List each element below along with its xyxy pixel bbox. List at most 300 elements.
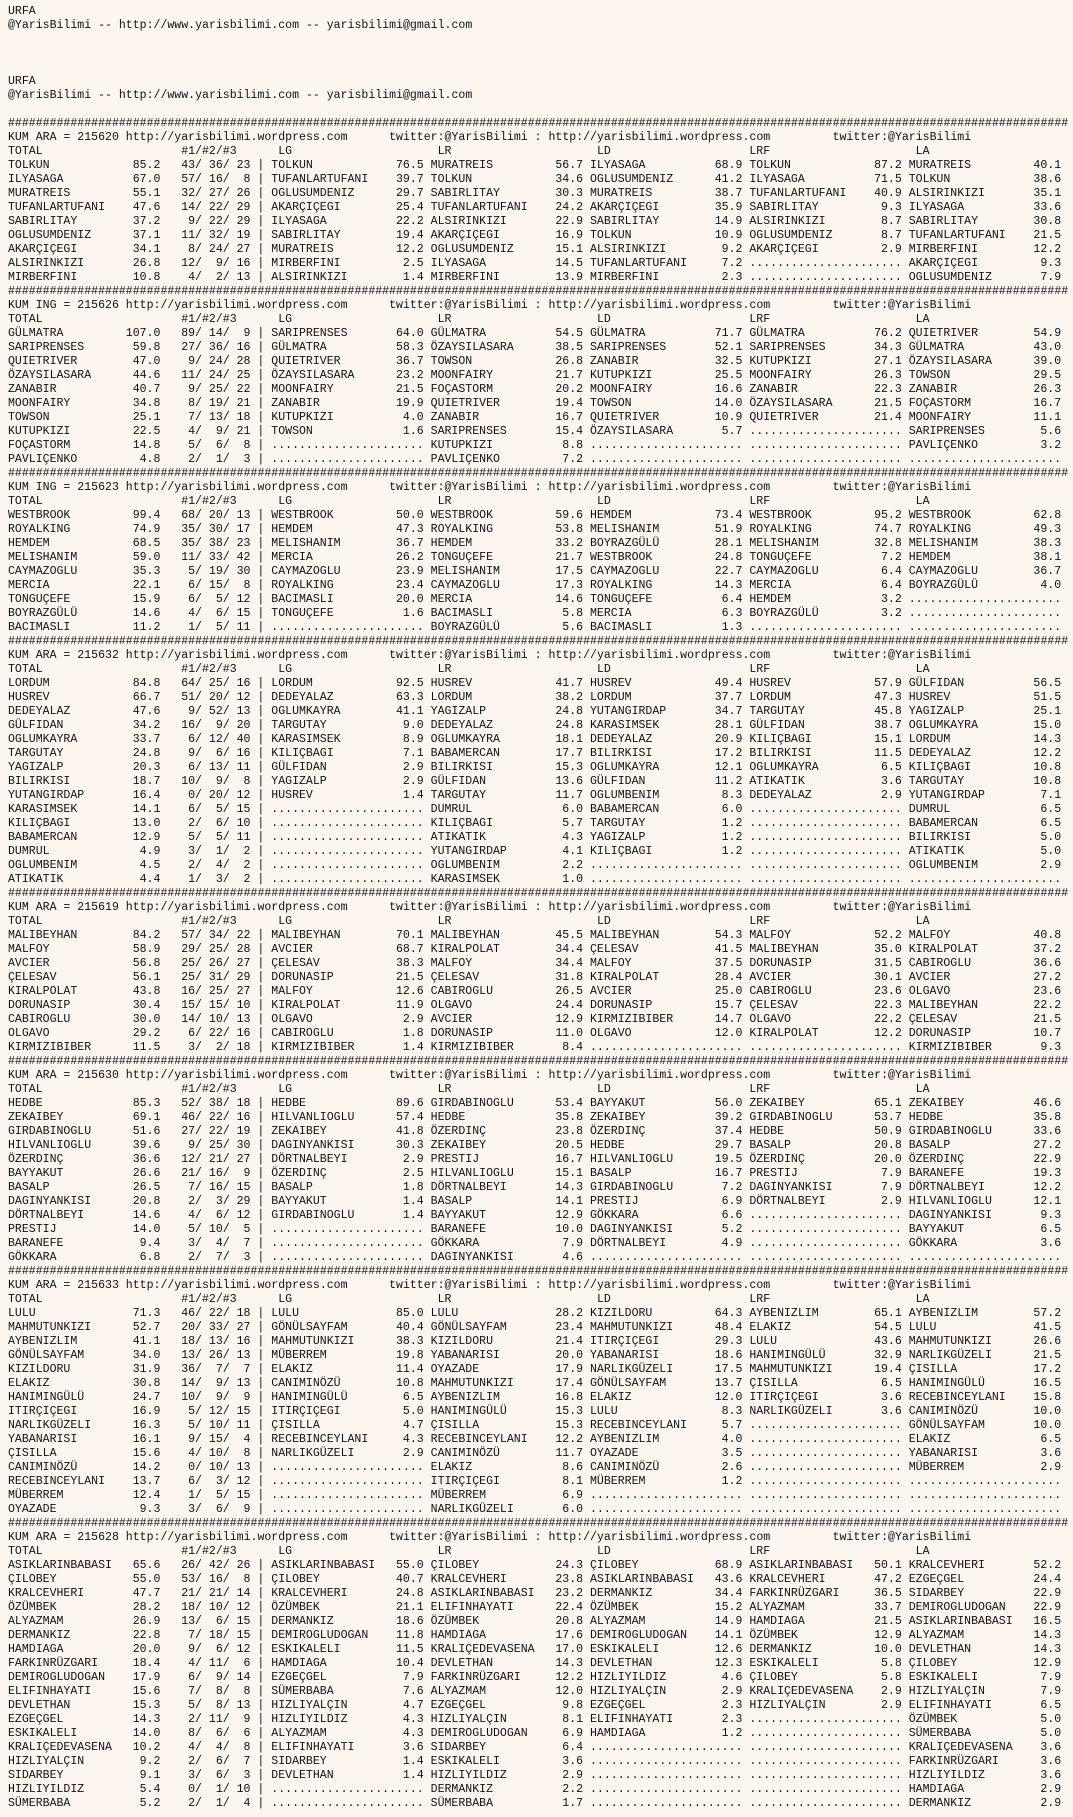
cell-value: 36.6 [1033,957,1062,970]
cell-lr [431,1769,583,1783]
cell-horse: TONGUÇEFE [430,551,494,564]
cell-value: 3.6 [562,1755,584,1768]
total-score: 85.2 [132,159,161,172]
cell-horse: HAMDIAGA [749,1615,805,1628]
cell-horse: BAYYAKUT [430,1209,487,1222]
cell-value: 6.5 [1040,803,1062,816]
column-divider: | [250,733,272,746]
cell-horse: ZANABIR [749,383,798,396]
cell-lg [271,1153,423,1167]
cell-ld [590,1461,742,1475]
horse-name: ÖZÜMBEK [8,1601,57,1614]
cell-value: 2.9 [880,1699,902,1712]
column-divider: | [250,1783,272,1796]
horse-name: HILVANLIOGLU [8,1139,92,1152]
cell-horse: ROYALKING [749,523,812,536]
cell-value: 7.9 [562,1237,584,1250]
cell-ld [590,621,742,635]
cell-value: 2.9 [721,1685,743,1698]
cell-horse: MALIBEYHAN [590,929,660,942]
cell-value: 8.9 [402,733,424,746]
cell-value: 24.3 [555,1559,584,1572]
cell-lg [271,1405,423,1419]
cell-value: 33.2 [555,537,584,550]
cell-value: 3.6 [880,775,902,788]
race-header [8,901,1073,915]
cell-lr [431,1643,583,1657]
horse-name: ÖZERDINÇ [8,1153,64,1166]
cell-horse: PRESTIJ [590,1195,639,1208]
cell-horse: MÜBERREM [590,1475,646,1488]
column-divider: | [250,1321,272,1334]
cell-horse: OGLUSUMDENIZ [908,271,992,284]
cell-empty-filler: ...................... [590,453,743,466]
separator: ######################################################################################################################################################### [8,1055,1069,1068]
cell-lrf [749,1321,901,1335]
cell-horse: NARLIKGÜZELI [271,1447,355,1460]
column-divider: | [250,1447,272,1460]
cell-value: 7.9 [402,1671,424,1684]
cell-horse: ZEKAIBEY [590,1111,646,1124]
horse-name: GÜLFIDAN [8,719,64,732]
cell-horse: KRALIÇEDEVASENA [749,1685,854,1698]
total-score: 40.7 [132,383,161,396]
cell-horse: SABIRLITAY [908,215,979,228]
cell-ld [590,1405,742,1419]
table-row [8,999,1073,1013]
horse-name: QUIETRIVER [8,355,78,368]
cell-horse: ÇELESAV [430,971,480,984]
cell-horse: HEDBE [271,1097,306,1110]
cell-la [909,1671,1061,1685]
cell-value: 29.5 [1033,369,1062,382]
cell-value: 2.9 [402,775,424,788]
horse-name: CAYMAZOGLU [8,565,78,578]
cell-value: 41.5 [1033,1321,1062,1334]
placement-counts: 36/ 7/ 7 [174,1363,251,1376]
cell-value: 22.7 [714,565,743,578]
cell-lr [431,845,583,859]
cell-value: 17.2 [1033,1363,1062,1376]
cell-value: 27.2 [1033,1139,1062,1152]
cell-horse: YAGIZALP [271,775,327,788]
cell-empty-filler: ...................... [271,831,424,844]
cell-lg [271,1433,423,1447]
cell-lr [431,425,583,439]
cell-value: 12.9 [555,1209,584,1222]
cell-horse: QUIETRIVER [430,397,500,410]
cell-value: 12.1 [1033,1195,1062,1208]
cell-value: 15.1 [555,1167,584,1180]
table-row [8,1741,1073,1755]
cell-value: 2.9 [880,1685,902,1698]
cell-horse: MOONFAIRY [271,383,334,396]
cell-la [909,1097,1061,1111]
cell-value: 2.9 [1040,859,1062,872]
table-row [8,803,1073,817]
horse-name: MÜBERREM [8,1489,64,1502]
total-score: 26.9 [132,1615,161,1628]
cell-value: 9.2 [721,243,743,256]
horse-name: AYBENIZLIM [8,1335,78,1348]
table-row [8,1307,1073,1321]
table-row [8,215,1073,229]
cell-value: 28.1 [714,719,743,732]
table-row [8,957,1073,971]
cell-horse: AVCIER [271,943,313,956]
placement-counts: 10/ 9/ 8 [174,775,251,788]
cell-horse: SÜMERBABA [271,1685,334,1698]
cell-lrf [749,565,901,579]
placement-counts: 11/ 24/ 25 [174,369,251,382]
cell-horse: OGLUSUMDENIZ [430,243,514,256]
total-score: 31.9 [132,1363,161,1376]
table-row [8,1601,1073,1615]
cell-ld [590,719,742,733]
cell-horse: CABIROGLU [430,985,494,998]
cell-value: 10.7 [1033,1027,1062,1040]
cell-horse: ZANABIR [590,355,639,368]
cell-value: 20.9 [714,733,743,746]
cell-value: 55.0 [395,1559,424,1572]
cell-value: 8.8 [562,439,584,452]
column-total: TOTAL [8,313,43,326]
cell-value: 6.0 [721,803,743,816]
column-divider: | [250,411,272,424]
cell-horse: ÇELESAV [271,957,320,970]
column-la: LA [915,1293,930,1306]
placement-counts: 14/ 22/ 29 [174,201,251,214]
cell-horse: MOONFAIRY [908,411,972,424]
table-row [8,691,1073,705]
cell-horse: KIRALPOLAT [590,971,660,984]
cell-lr [431,341,583,355]
cell-value: 89.6 [395,1097,424,1110]
cell-empty-filler: ...................... [749,1209,902,1222]
cell-horse: MÜBERREM [271,1349,327,1362]
cell-lrf [749,229,901,243]
twitter-separator: : [527,901,549,914]
table-row [8,1405,1073,1419]
cell-horse: ROYALKING [908,523,972,536]
cell-lrf [749,1377,901,1391]
cell-horse: BACIMASLI [590,621,653,634]
column-divider: | [250,187,272,200]
cell-value: 14.1 [555,1195,584,1208]
cell-horse: BILIRKISI [590,747,653,760]
table-row [8,355,1073,369]
cell-lr [431,369,583,383]
cell-horse: GÜLMATRA [430,327,487,340]
cell-horse: CANIMINÖZÜ [590,1461,660,1474]
cell-value: 29.3 [714,1335,743,1348]
horse-name: BOYRAZGÜLÜ [8,607,78,620]
horse-name: HEDBE [8,1097,43,1110]
cell-ld [590,957,742,971]
cell-value: 24.4 [555,999,584,1012]
placement-counts: 11/ 32/ 19 [174,229,251,242]
column-ld: LD [596,145,611,158]
cell-horse: SARIPRENSES [590,341,667,354]
cell-value: 23.4 [555,1321,584,1334]
cell-lr [431,355,583,369]
cell-horse: ELIFINHAYATI [590,1713,674,1726]
placement-counts: 5/ 10/ 5 [174,1223,251,1236]
cell-horse: MALIBEYHAN [271,929,341,942]
horse-name: ESKIKALELI [8,1727,78,1740]
column-divider: | [250,1601,272,1614]
cell-lg [271,1363,423,1377]
table-row [8,1699,1073,1713]
table-row [8,789,1073,803]
cell-value: 35.1 [1033,187,1062,200]
cell-lrf [749,1363,901,1377]
column-divider: | [250,229,272,242]
cell-value: 30.8 [1033,215,1062,228]
cell-lr [431,397,583,411]
cell-value: 24.2 [555,201,584,214]
cell-la [909,215,1061,229]
total-score: 85.3 [132,1097,161,1110]
horse-name: NARLIKGÜZELI [8,1419,92,1432]
cell-horse: RECEBINCEYLANI [271,1433,369,1446]
column-divider: | [250,257,272,270]
cell-value: 7.2 [721,1181,743,1194]
cell-value: 53.7 [874,1111,902,1124]
cell-lr [431,775,583,789]
cell-empty-filler: ...................... [271,859,424,872]
cell-empty-filler: ...................... [271,1797,424,1810]
cell-lr [431,831,583,845]
site-link: http://yarisbilimi.wordpress.com [548,299,771,312]
cell-ld [590,817,742,831]
site-link: http://yarisbilimi.wordpress.com [125,1069,348,1082]
cell-horse: GIRDABINOGLU [271,1209,355,1222]
table-row [8,579,1073,593]
total-score: 34.1 [132,243,161,256]
cell-value: 36.7 [395,355,424,368]
twitter-separator: : [527,649,549,662]
cell-horse: AYBENIZLIM [749,1307,819,1320]
cell-value: 45.8 [874,705,902,718]
cell-lg [271,719,423,733]
cell-horse: ÖZÜMBEK [590,1601,639,1614]
cell-lg [271,509,423,523]
column-divider: | [250,1251,272,1264]
cell-horse: MALIBEYHAN [749,943,819,956]
horse-name: OGLUMKAYRA [8,733,78,746]
cell-horse: ATIKATIK [908,845,965,858]
column-lr: LR [437,1293,452,1306]
placement-counts: 7/ 8/ 8 [174,1685,251,1698]
cell-lr [431,1363,583,1377]
cell-value: 49.3 [1033,523,1062,536]
cell-ld [590,971,742,985]
cell-empty-filler: ...................... [590,1797,743,1810]
cell-horse: TARGUTAY [749,705,805,718]
horse-name: ASIKLARINBABASI [8,1559,112,1572]
table-row [8,1391,1073,1405]
cell-horse: DAGINYANKISI [908,1209,992,1222]
horse-name: PAVLIÇENKO [8,453,78,466]
cell-lrf [749,1335,901,1349]
table-row [8,257,1073,271]
placement-counts: 6/ 5/ 15 [174,803,251,816]
cell-lg [271,677,423,691]
cell-la [909,1335,1061,1349]
cell-horse: CAYMAZOGLU [271,565,341,578]
cell-lr [431,173,583,187]
cell-horse: DEDEYALAZ [908,747,972,760]
total-score: 17.9 [132,1671,161,1684]
cell-horse: ZEKAIBEY [271,1125,327,1138]
cell-horse: BASALP [908,1139,951,1152]
cell-lg [271,537,423,551]
cell-value: 12.2 [874,1027,902,1040]
placement-counts: 46/ 22/ 18 [174,1307,251,1320]
table-row [8,1657,1073,1671]
cell-horse: GÜLMATRA [590,327,646,340]
column-total: TOTAL [8,1083,43,1096]
placement-counts: 2/ 4/ 2 [174,859,251,872]
placement-counts: 9/ 24/ 28 [174,355,251,368]
cell-ld [590,803,742,817]
cell-horse: SÜMERBABA [430,1797,494,1810]
cell-value: 50.1 [874,1559,902,1572]
cell-ld [590,173,742,187]
cell-horse: HIZLIYILDIZ [430,1769,507,1782]
cell-horse: GIRDABINOGLU [908,1125,992,1138]
cell-ld [590,1335,742,1349]
cell-horse: DEDEYALAZ [590,733,653,746]
cell-value: 57.9 [874,677,902,690]
cell-value: 8.7 [880,229,902,242]
cell-ld [590,999,742,1013]
cell-value: 76.5 [395,159,424,172]
column-divider: | [250,1797,272,1810]
cell-lrf [749,1167,901,1181]
cell-value: 35.0 [874,943,902,956]
column-total: TOTAL [8,1293,43,1306]
cell-horse: MAHMUTUNKIZI [271,1335,355,1348]
cell-value: 22.9 [555,215,584,228]
cell-value: 92.5 [395,677,424,690]
horse-name: OGLUMBENIM [8,859,78,872]
race-header [8,131,1073,145]
cell-horse: DORUNASIP [590,999,653,1012]
placement-counts: 2/ 11/ 9 [174,1713,251,1726]
cell-value: 12.2 [395,243,424,256]
cell-la [909,1349,1061,1363]
cell-la [909,971,1061,985]
separator: ######################################################################################################################################################### [8,1265,1069,1278]
cell-horse: SABIRLITAY [590,215,660,228]
cell-horse: HANIMINGÜLÜ [908,1377,985,1390]
cell-value: 2.9 [880,243,902,256]
cell-value: 3.6 [1040,1741,1062,1754]
column-divider: | [250,789,272,802]
table-row [8,173,1073,187]
horse-name: PRESTIJ [8,1223,57,1236]
cell-value: 4.6 [721,1671,743,1684]
cell-value: 6.4 [721,593,743,606]
cell-la [909,859,1061,873]
cell-value: 85.0 [395,1307,424,1320]
cell-horse: YAGIZALP [590,831,646,844]
total-score: 9.3 [139,1503,161,1516]
cell-empty-filler: ...................... [749,1461,902,1474]
column-divider: | [250,705,272,718]
column-divider: | [250,1559,272,1572]
cell-la [909,537,1061,551]
column-total: TOTAL [8,663,43,676]
cell-lg [271,523,423,537]
cell-la [909,1741,1061,1755]
cell-lg [271,943,423,957]
total-score: 47.7 [132,1587,161,1600]
cell-horse: DEVLETHAN [430,1657,494,1670]
table-row [8,1195,1073,1209]
placement-counts: 9/ 25/ 30 [174,1139,251,1152]
twitter-handle: twitter:@YarisBilimi [832,1279,972,1292]
total-score: 74.9 [132,523,161,536]
cell-value: 9.8 [562,1699,584,1712]
cell-horse: ÖZERDINÇ [749,1153,805,1166]
cell-horse: ÇELESAV [749,999,798,1012]
cell-horse: ÇILOBEY [271,1573,320,1586]
cell-value: 33.6 [1033,1125,1062,1138]
cell-horse: MÜBERREM [908,1461,965,1474]
cell-value: 23.8 [555,1125,584,1138]
cell-horse: ÇILOBEY [590,1559,639,1572]
cell-horse: RECEBINCEYLANI [430,1433,528,1446]
cell-lg [271,1587,423,1601]
cell-ld [590,845,742,859]
cell-value: 3.5 [721,1447,743,1460]
cell-la [909,845,1061,859]
placement-counts: 5/ 12/ 15 [174,1405,251,1418]
cell-la [909,1433,1061,1447]
cell-lrf [749,327,901,341]
cell-lr [431,523,583,537]
table-row [8,1139,1073,1153]
cell-value: 1.2 [721,845,743,858]
cell-horse: HANIMINGÜLÜ [271,1391,348,1404]
cell-lrf [749,789,901,803]
total-score: 20.3 [132,761,161,774]
cell-lg [271,1167,423,1181]
column-divider: | [250,201,272,214]
cell-horse: LULU [271,1307,299,1320]
cell-value: 19.4 [874,1363,902,1376]
cell-horse: ESKIKALELI [908,1671,979,1684]
total-score: 11.2 [132,621,161,634]
cell-lr [431,1601,583,1615]
cell-horse: DEMIROGLUDOGAN [430,1727,528,1740]
cell-empty-filler: ...................... [749,453,902,466]
cell-horse: HEMDEM [908,551,951,564]
placement-counts: 21/ 16/ 9 [174,1167,251,1180]
cell-lr [431,1783,583,1797]
cell-horse: QUIETRIVER [271,355,341,368]
cell-horse: BABAMERCAN [590,803,660,816]
cell-horse: SARIPRENSES [271,327,348,340]
cell-value: 41.2 [714,173,743,186]
cell-empty-filler: ...................... [271,1489,424,1502]
cell-value: 5.0 [402,1405,424,1418]
cell-horse: ASIKLARINBABASI [590,1573,694,1586]
total-score: 26.8 [132,257,161,270]
